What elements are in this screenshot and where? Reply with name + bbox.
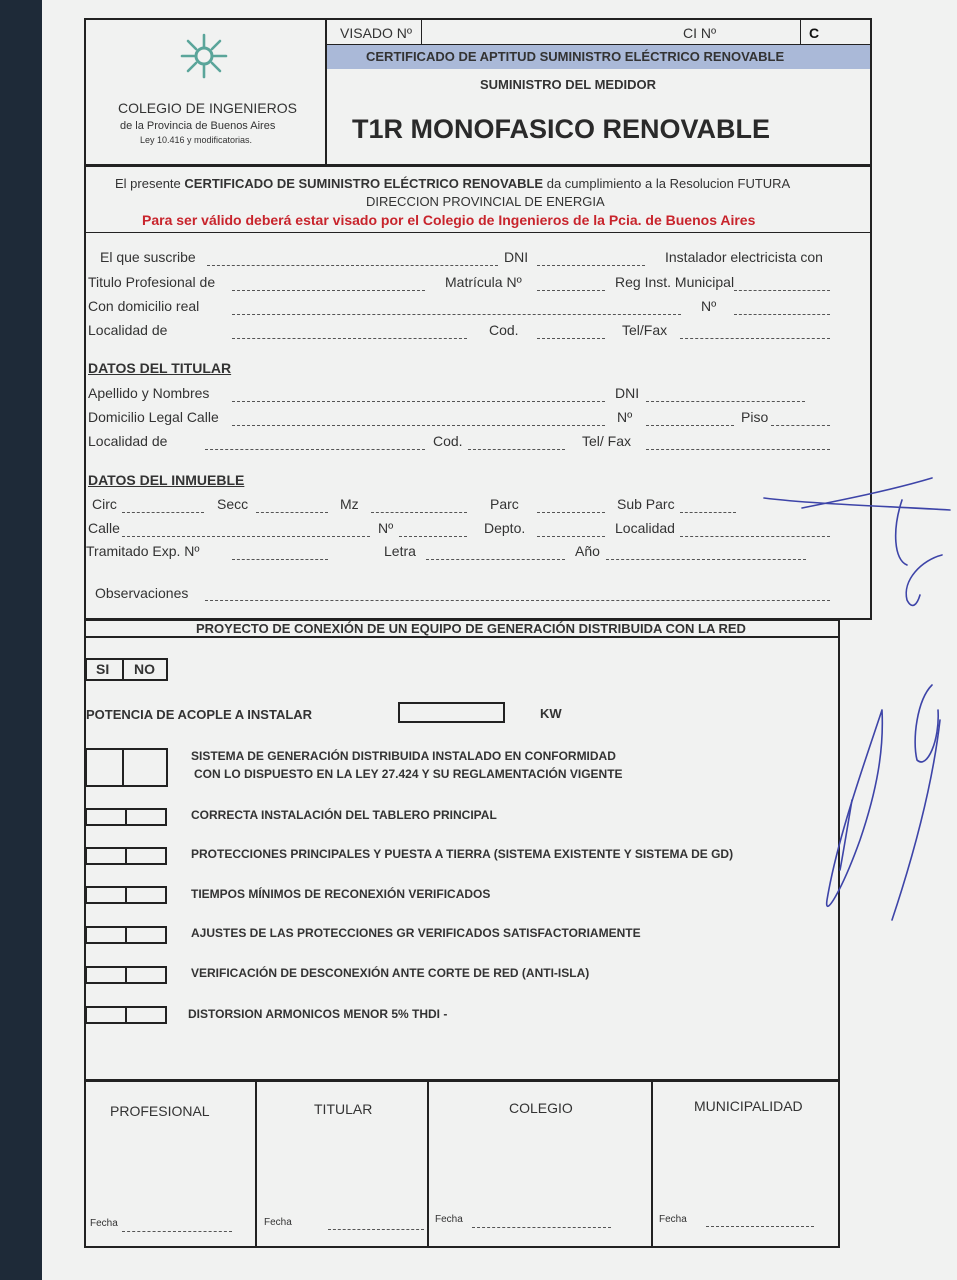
intro-warning: Para ser válido deberá estar visado por el Colegio de Ingenieros de la Pcia. de Buenos Aires: [142, 212, 756, 228]
titular-tel-field[interactable]: [646, 449, 830, 450]
piso-label: Piso: [741, 409, 769, 425]
fecha-colegio-label: Fecha: [435, 1214, 463, 1225]
si-no-divider: [122, 658, 124, 681]
apellido-field[interactable]: [232, 401, 605, 402]
intro-suffix: da cumplimiento a la Resolucion FUTURA: [546, 176, 791, 191]
matricula-label: Matrícula Nº: [445, 274, 522, 290]
kw-label: KW: [540, 706, 562, 721]
circ-field[interactable]: [122, 512, 204, 513]
domicilio-nro-field[interactable]: [734, 314, 830, 315]
proyecto-title: PROYECTO DE CONEXIÓN DE UN EQUIPO DE GENERACIÓN DISTRIBUIDA CON LA RED: [196, 621, 746, 636]
inmueble-nro-field[interactable]: [399, 536, 467, 537]
sig-profesional: PROFESIONAL: [110, 1103, 210, 1119]
intro-divider: [84, 232, 872, 233]
check-1-divider: [122, 748, 124, 787]
suministro-label: SUMINISTRO DEL MEDIDOR: [480, 77, 656, 92]
org-province: de la Provincia de Buenos Aires: [120, 120, 276, 132]
fecha-colegio-field[interactable]: [472, 1227, 611, 1228]
fecha-profesional-field[interactable]: [122, 1231, 232, 1232]
titulo-field[interactable]: [232, 290, 425, 291]
subparc-field[interactable]: [680, 512, 736, 513]
titular-localidad-field[interactable]: [205, 449, 425, 450]
titular-dni-field[interactable]: [646, 401, 805, 402]
colegio-logo-icon: [175, 32, 233, 80]
class-divider: [800, 20, 801, 44]
main-title: T1R MONOFASICO RENOVABLE: [352, 114, 771, 144]
intro-bold: CERTIFICADO DE SUMINISTRO ELÉCTRICO RENOVABLE: [184, 176, 544, 191]
visado-divider: [421, 18, 422, 44]
domicilio-label: Con domicilio real: [88, 298, 200, 314]
item-2: CORRECTA INSTALACIÓN DEL TABLERO PRINCIPAL: [191, 808, 497, 822]
fecha-profesional-label: Fecha: [90, 1218, 118, 1229]
potencia-label: POTENCIA DE ACOPLE A INSTALAR: [86, 707, 313, 722]
org-law: Ley 10.416 y modificatorias.: [140, 135, 253, 145]
fecha-titular-field[interactable]: [328, 1229, 424, 1230]
sig-divider-1: [255, 1080, 257, 1248]
cod-label: Cod.: [489, 322, 519, 338]
handwritten-signature: [742, 470, 957, 970]
class-letter: C: [809, 25, 820, 41]
domicilio-field[interactable]: [232, 314, 681, 315]
check-7[interactable]: [85, 1006, 167, 1024]
reg-label: Reg Inst. Municipal: [615, 274, 735, 290]
titular-nro-field[interactable]: [646, 425, 734, 426]
tel-field[interactable]: [680, 338, 830, 339]
sig-municipalidad: MUNICIPALIDAD: [694, 1098, 803, 1114]
titular-heading: DATOS DEL TITULAR: [88, 360, 232, 376]
parc-label: Parc: [490, 496, 519, 512]
domicilio-legal-field[interactable]: [232, 425, 605, 426]
sig-divider-2: [427, 1080, 429, 1248]
cod-field[interactable]: [537, 338, 605, 339]
calle-field[interactable]: [122, 536, 370, 537]
item-5: AJUSTES DE LAS PROTECCIONES GR VERIFICADOS SATISFACTORIAMENTE: [191, 926, 641, 940]
localidad-label: Localidad de: [88, 322, 168, 338]
secc-label: Secc: [217, 496, 249, 512]
observaciones-label: Observaciones: [95, 585, 189, 601]
localidad-field[interactable]: [232, 338, 467, 339]
check-5[interactable]: [85, 926, 167, 944]
header-divider: [325, 18, 327, 166]
suscribe-label: El que suscribe: [100, 249, 196, 265]
check-2[interactable]: [85, 808, 167, 826]
check-1[interactable]: [85, 748, 168, 787]
secc-field[interactable]: [256, 512, 328, 513]
item-7: DISTORSION ARMONICOS MENOR 5% THDI -: [188, 1007, 448, 1021]
fecha-titular-label: Fecha: [264, 1217, 292, 1228]
parc-field[interactable]: [537, 512, 605, 513]
dni-field[interactable]: [537, 265, 645, 266]
matricula-field[interactable]: [537, 290, 605, 291]
fecha-municipalidad-field[interactable]: [706, 1226, 814, 1227]
anio-label: Año: [575, 543, 600, 559]
tramitado-label: Tramitado Exp. Nº: [86, 543, 200, 559]
inmueble-heading: DATOS DEL INMUEBLE: [88, 472, 245, 488]
potencia-input[interactable]: [398, 702, 505, 723]
mz-label: Mz: [340, 496, 359, 512]
item-1-line-2: CON LO DISPUESTO EN LA LEY 27.424 Y SU REGLAMENTACIÓN VIGENTE: [194, 767, 623, 781]
titular-tel-label: Tel/ Fax: [582, 433, 632, 449]
inmueble-localidad-label: Localidad: [615, 520, 675, 536]
si-label[interactable]: SI: [96, 661, 110, 677]
no-label[interactable]: NO: [134, 661, 155, 677]
titular-cod-label: Cod.: [433, 433, 463, 449]
reg-field[interactable]: [734, 290, 830, 291]
letra-label: Letra: [384, 543, 416, 559]
dni-label: DNI: [504, 249, 529, 265]
depto-field[interactable]: [537, 536, 605, 537]
tel-label: Tel/Fax: [622, 322, 668, 338]
circ-label: Circ: [92, 496, 117, 512]
item-3: PROTECCIONES PRINCIPALES Y PUESTA A TIERRA (SISTEMA EXISTENTE Y SISTEMA DE GD): [191, 847, 734, 861]
sig-titular: TITULAR: [314, 1101, 373, 1117]
item-6: VERIFICACIÓN DE DESCONEXIÓN ANTE CORTE DE RED (ANTI-ISLA): [191, 966, 590, 980]
intro-prefix: El presente: [115, 176, 181, 191]
sig-colegio: COLEGIO: [509, 1100, 573, 1116]
titular-cod-field[interactable]: [468, 449, 565, 450]
letra-field[interactable]: [426, 559, 565, 560]
item-1-line-1: SISTEMA DE GENERACIÓN DISTRIBUIDA INSTALADO EN CONFORMIDAD: [191, 749, 616, 763]
check-4[interactable]: [85, 886, 167, 904]
observaciones-field[interactable]: [205, 600, 830, 601]
subparc-label: Sub Parc: [617, 496, 675, 512]
tramitado-field[interactable]: [232, 559, 328, 560]
cert-title: CERTIFICADO DE APTITUD SUMINISTRO ELÉCTRICO RENOVABLE: [366, 49, 785, 64]
suscribe-field[interactable]: [207, 265, 498, 266]
fecha-municipalidad-label: Fecha: [659, 1214, 687, 1225]
ci-label: CI Nº: [683, 25, 717, 41]
titular-nro-label: Nº: [617, 409, 633, 425]
calle-label: Calle: [88, 520, 120, 536]
titular-localidad-label: Localidad de: [88, 433, 168, 449]
inmueble-nro-label: Nº: [378, 520, 394, 536]
apellido-label: Apellido y Nombres: [88, 385, 210, 401]
depto-label: Depto.: [484, 520, 526, 536]
sig-divider-3: [651, 1080, 653, 1248]
visado-label: VISADO Nº: [340, 25, 413, 41]
piso-field[interactable]: [771, 425, 830, 426]
check-6[interactable]: [85, 966, 167, 984]
intro-direccion: DIRECCION PROVINCIAL DE ENERGIA: [366, 194, 605, 209]
proyecto-title-line: [84, 636, 840, 638]
instalador-label: Instalador electricista con: [665, 249, 823, 265]
item-4: TIEMPOS MÍNIMOS DE RECONEXIÓN VERIFICADOS: [191, 887, 491, 901]
mz-field[interactable]: [371, 512, 467, 513]
domicilio-legal-label: Domicilio Legal Calle: [88, 409, 219, 425]
org-name: COLEGIO DE INGENIEROS: [118, 100, 297, 116]
check-3[interactable]: [85, 847, 167, 865]
intro-text: [115, 176, 790, 191]
form-paper: [42, 0, 957, 1280]
titular-dni-label: DNI: [615, 385, 640, 401]
titulo-label: Titulo Profesional de: [88, 274, 216, 290]
domicilio-nro-label: Nº: [701, 298, 717, 314]
